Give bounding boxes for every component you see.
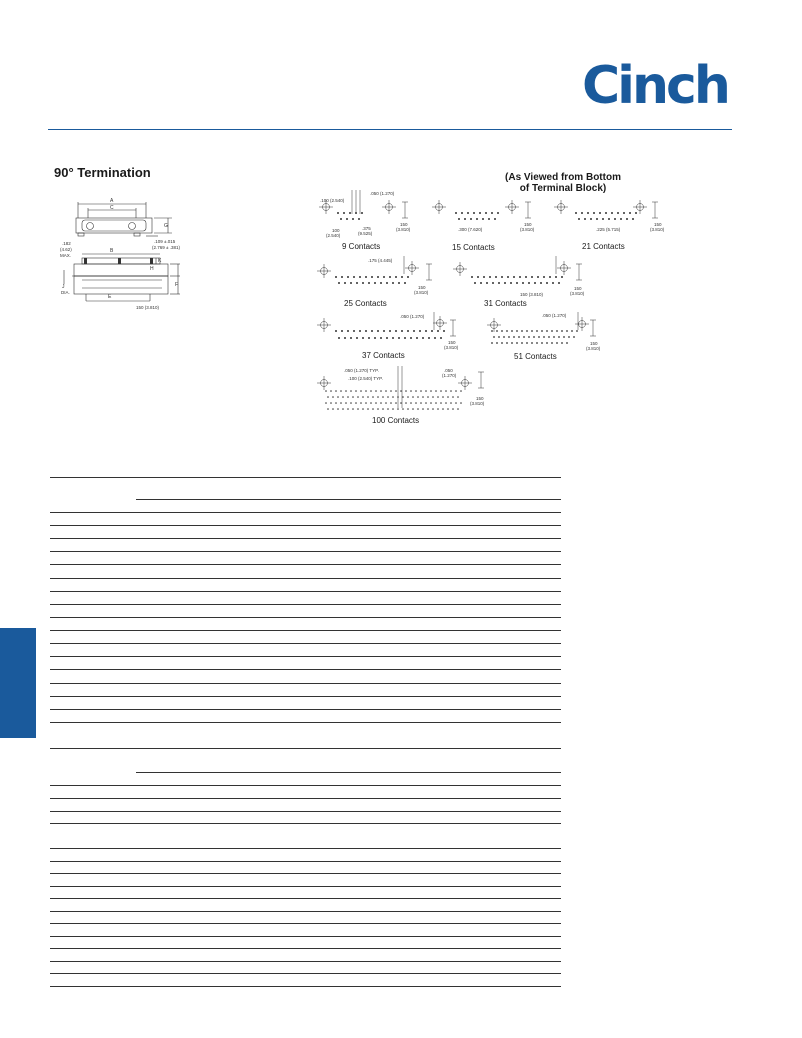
table-rule [50,811,561,812]
dim-a: .050 (1.270) [542,313,567,318]
table-rule [50,785,561,786]
dim-c: (3.810) [650,227,665,232]
table-rule [50,873,561,874]
table-rule [50,961,561,962]
table-rule [50,630,561,631]
caption: 100 Contacts [372,416,420,425]
dim-b: .100 (2.540) TYP. [348,376,383,381]
dim-b: .050 (1.270) [370,191,395,196]
dim-letter-e: E [108,294,112,300]
dim-letter-f: F [175,282,179,288]
table-rule [136,772,561,773]
pin-rows [455,212,499,220]
table-rule [50,861,561,862]
dim-c: .050 [444,368,453,373]
dim-a: 150 (3.810) [520,292,544,297]
dim-a: .100 (2.540) [320,198,345,203]
dim-c: (3.810) [570,291,585,296]
dim-d: (1.270) [442,373,457,378]
dim-2769: (2.769 ± .381) [152,245,180,250]
dim-b: 150 [654,222,662,227]
dim-letter-k: K [158,258,162,264]
table-rule [50,948,561,949]
table-rule [50,538,561,539]
dim-b: 150 [418,285,426,290]
table-rule [50,525,561,526]
dim-letter-h: H [150,266,154,272]
dim-c: 100 [332,228,340,233]
caption: 31 Contacts [484,299,527,308]
table-rule [50,617,561,618]
dim-a: .175 (4.445) [368,258,393,263]
table-rule [50,973,561,974]
dim-e: .375 [362,226,371,231]
dim-a: .300 (7.620) [458,227,483,232]
dim-e: 150 [476,396,484,401]
table-rule [136,499,561,500]
pin-rows [575,212,637,220]
pin-diagram-31 [450,254,602,310]
table-rule [50,923,561,924]
pin-diagram-25 [314,254,446,310]
pin-rows [335,330,445,339]
dim-dia: DIA. [61,290,70,295]
pin-rows [325,390,462,410]
caption: 15 Contacts [452,243,495,252]
dim-b: 150 [524,222,532,227]
dim-462: (4.62) [60,247,72,252]
dim-max: MAX. [60,253,72,258]
caption: 51 Contacts [514,352,557,361]
table-rule [50,564,561,565]
table-rule [50,911,561,912]
dim-letter-b: B [110,248,114,254]
pin-rows [337,212,363,220]
dim-c: (3.810) [444,345,459,350]
table-rule [50,898,561,899]
dim-c: (3.810) [414,290,429,295]
dim-b: 150 [448,340,456,345]
side-tab [0,628,36,738]
table-rule [50,748,561,749]
pin-rows [335,276,409,284]
dim-letter-c: C [110,205,114,211]
pin-rows [471,276,563,284]
pin-rows [491,330,578,344]
table-rule [50,709,561,710]
dim-h: (3.810) [396,227,411,232]
dim-letter-j: J [62,284,65,290]
table-rule [50,683,561,684]
table-rule [50,604,561,605]
termination-side-drawing [46,188,196,313]
view-note [478,172,648,194]
dim-c: (3.810) [520,227,535,232]
caption: 21 Contacts [582,242,625,251]
table-rule [50,578,561,579]
table-rule [50,798,561,799]
dim-b: 150 [574,286,582,291]
table-rule [50,886,561,887]
dim-a: .225 (5.715) [596,227,621,232]
table-rule [50,512,561,513]
dim-109: .109 ±.015 [154,239,176,244]
dim-g: 150 [400,222,408,227]
table-rule [50,986,561,987]
view-note-line-2: of Terminal Block) [519,183,607,194]
dim-150: 150 (3.810) [136,305,160,310]
table-rule [50,823,561,824]
table-rule [50,696,561,697]
dim-f: (3.810) [470,401,485,406]
table-rule [50,848,561,849]
table-rule [50,551,561,552]
cinch-logo: Cinch [582,56,728,116]
dim-letter-a: A [110,198,114,204]
table-rule [50,643,561,644]
section-title: 90° Termination [54,165,151,180]
pin-diagram-37 [314,310,470,362]
table-rule [50,669,561,670]
dim-letter-g: G [164,223,168,229]
dim-b: 150 [590,341,598,346]
caption: 37 Contacts [362,351,405,360]
header-rule [48,129,732,130]
dim-a: .050 (1.270) TYP. [344,368,379,373]
pin-diagram-9 [314,188,420,252]
dim-c: (3.810) [586,346,601,351]
caption: 9 Contacts [342,242,381,251]
table-rule [50,936,561,937]
view-note-line-1: (As Viewed from Bottom [505,172,621,183]
dim-d: (2.540) [326,233,341,238]
table-rule [50,477,561,478]
pin-diagram-21 [552,196,668,254]
pin-diagram-100 [314,362,490,428]
dim-f: (9.525) [358,231,373,236]
caption: 25 Contacts [344,299,387,308]
table-rule [50,591,561,592]
dim-a: .050 (1.270) [400,314,425,319]
table-rule [50,722,561,723]
pin-diagram-15 [430,196,542,254]
dim-182: .182 [62,241,71,246]
table-rule [50,656,561,657]
pin-diagram-51 [484,310,606,362]
